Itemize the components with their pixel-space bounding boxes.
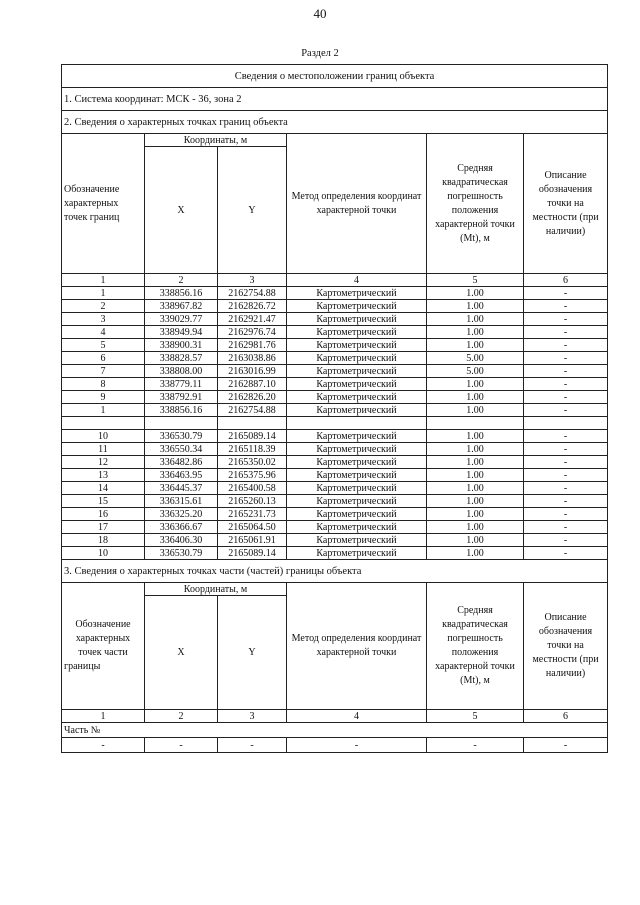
table-cell: 1.00	[427, 339, 524, 352]
points-group-1	[62, 287, 608, 417]
table-cell: 2165400.58	[218, 482, 287, 495]
part-row-cell: -	[287, 738, 427, 753]
table-row	[62, 456, 608, 469]
table-cell: Картометрический	[287, 456, 427, 469]
table-cell: Картометрический	[287, 313, 427, 326]
table-cell: 5.00	[427, 352, 524, 365]
table-cell: 336530.79	[145, 547, 218, 560]
table-cell: 336366.67	[145, 521, 218, 534]
table-cell: 1.00	[427, 534, 524, 547]
table-cell: -	[524, 443, 608, 456]
table-cell: 2165260.13	[218, 495, 287, 508]
table-row	[62, 508, 608, 521]
table-cell: 338779.11	[145, 378, 218, 391]
table-cell: -	[524, 313, 608, 326]
table-cell: 2165231.73	[218, 508, 287, 521]
table-cell: 2162887.10	[218, 378, 287, 391]
table-cell: 2162826.20	[218, 391, 287, 404]
part-row-cell: -	[145, 738, 218, 753]
table-cell: -	[524, 300, 608, 313]
table-row	[62, 313, 608, 326]
table-cell: -	[524, 365, 608, 378]
table-row	[62, 365, 608, 378]
header-coords-2: Координаты, м	[145, 583, 287, 596]
table-cell: Картометрический	[287, 547, 427, 560]
table-row	[62, 352, 608, 365]
header-x-2: X	[145, 596, 218, 710]
table-cell: Картометрический	[287, 404, 427, 417]
empty-row	[62, 417, 608, 430]
table-cell: 2162826.72	[218, 300, 287, 313]
table-cell: Картометрический	[287, 352, 427, 365]
section-title: Раздел 2	[301, 48, 339, 59]
table-cell: 336482.86	[145, 456, 218, 469]
table-cell: 13	[62, 469, 145, 482]
table-cell: 17	[62, 521, 145, 534]
column-numbers-row	[62, 274, 608, 287]
table-row	[62, 300, 608, 313]
table-cell: 2	[62, 300, 145, 313]
table-cell: 1.00	[427, 287, 524, 300]
table-cell: 1.00	[427, 495, 524, 508]
section2-title: 2. Сведения о характерных точках границ объекта	[62, 111, 608, 134]
table-cell: 2165375.96	[218, 469, 287, 482]
table-cell: 1.00	[427, 469, 524, 482]
table-cell: 336315.61	[145, 495, 218, 508]
table-cell: 2162976.74	[218, 326, 287, 339]
table-cell: 15	[62, 495, 145, 508]
table-cell: 8	[62, 378, 145, 391]
table-cell: 336445.37	[145, 482, 218, 495]
table-cell: -	[524, 495, 608, 508]
table-cell: 10	[62, 547, 145, 560]
table-cell: Картометрический	[287, 339, 427, 352]
table-cell: 2165089.14	[218, 430, 287, 443]
table-cell: 2162754.88	[218, 287, 287, 300]
table-cell: Картометрический	[287, 430, 427, 443]
table-cell: Картометрический	[287, 495, 427, 508]
table-cell: -	[524, 287, 608, 300]
table-cell: Картометрический	[287, 508, 427, 521]
table-cell: 336550.34	[145, 443, 218, 456]
table-cell: 2165089.14	[218, 547, 287, 560]
table-cell: 11	[62, 443, 145, 456]
part-row-cell: -	[427, 738, 524, 753]
table-cell: Картометрический	[287, 469, 427, 482]
table-cell: 14	[62, 482, 145, 495]
boundary-table	[61, 64, 608, 753]
part-row-cell: -	[218, 738, 287, 753]
table-row	[62, 404, 608, 417]
table-cell: -	[524, 326, 608, 339]
table2-col-number: 5	[427, 710, 524, 723]
part-row	[62, 738, 608, 753]
table-cell: -	[524, 352, 608, 365]
table-row	[62, 495, 608, 508]
table-cell: Картометрический	[287, 534, 427, 547]
table-cell: -	[524, 339, 608, 352]
table1-col-number: 6	[524, 274, 608, 287]
table-cell: 3	[62, 313, 145, 326]
header-y: Y	[218, 147, 287, 274]
table-cell: 1.00	[427, 404, 524, 417]
table-cell: 18	[62, 534, 145, 547]
table-row	[62, 287, 608, 300]
table-cell: 1.00	[427, 430, 524, 443]
table-cell: 338949.94	[145, 326, 218, 339]
table-cell: 9	[62, 391, 145, 404]
table-cell: 2163016.99	[218, 365, 287, 378]
header-description-2: Описание обозначения точки на местности (при наличии)	[524, 583, 608, 710]
table-cell: 2162981.76	[218, 339, 287, 352]
table-cell: 12	[62, 456, 145, 469]
column-numbers-row-2	[62, 710, 608, 723]
table-cell: Картометрический	[287, 378, 427, 391]
part-row-cell: -	[524, 738, 608, 753]
table-cell: 338792.91	[145, 391, 218, 404]
table-cell: 1.00	[427, 391, 524, 404]
header-coords: Координаты, м	[145, 134, 287, 147]
table2-col-number: 6	[524, 710, 608, 723]
table-cell: -	[524, 508, 608, 521]
table-cell: 336463.95	[145, 469, 218, 482]
table-cell: 5.00	[427, 365, 524, 378]
table-cell: 1.00	[427, 482, 524, 495]
table2-col-number: 1	[62, 710, 145, 723]
table-cell: 4	[62, 326, 145, 339]
table-cell: 5	[62, 339, 145, 352]
table-cell: -	[524, 547, 608, 560]
header-error: Средняя квадратическая погрешность положения характерной точки (Mt), м	[427, 134, 524, 274]
table-cell: Картометрический	[287, 443, 427, 456]
table-cell: 16	[62, 508, 145, 521]
table-row	[62, 469, 608, 482]
header-designation-part: Обозначение характерных точек части границы	[62, 583, 145, 710]
table-cell: -	[524, 456, 608, 469]
table-cell: 338856.16	[145, 404, 218, 417]
table2-col-number: 2	[145, 710, 218, 723]
table-cell: Картометрический	[287, 300, 427, 313]
table-cell: 1.00	[427, 300, 524, 313]
table-cell: 1.00	[427, 508, 524, 521]
table-cell: 1	[62, 287, 145, 300]
table-cell: 338808.00	[145, 365, 218, 378]
table-row	[62, 443, 608, 456]
table-cell: 338856.16	[145, 287, 218, 300]
table-cell: -	[524, 430, 608, 443]
table-cell: 2165064.50	[218, 521, 287, 534]
part-label: Часть №	[62, 723, 608, 738]
table1-col-number: 2	[145, 274, 218, 287]
table-cell: 2163038.86	[218, 352, 287, 365]
part-row-cell: -	[62, 738, 145, 753]
coord-system: 1. Система координат: МСК - 36, зона 2	[62, 88, 608, 111]
points-group-2	[62, 430, 608, 560]
table-cell: -	[524, 521, 608, 534]
section3-title: 3. Сведения о характерных точках части (частей) границы объекта	[62, 560, 608, 583]
table-cell: 339029.77	[145, 313, 218, 326]
table-cell: 336406.30	[145, 534, 218, 547]
table1-col-number: 1	[62, 274, 145, 287]
table2-col-number: 4	[287, 710, 427, 723]
table-row	[62, 534, 608, 547]
table-row	[62, 430, 608, 443]
table-cell: 2165118.39	[218, 443, 287, 456]
table-cell: Картометрический	[287, 326, 427, 339]
header-designation: Обозначение характерных точек границ	[62, 134, 145, 274]
table-cell: 338900.31	[145, 339, 218, 352]
table-cell: 1	[62, 404, 145, 417]
table-cell: -	[524, 391, 608, 404]
table-cell: 2165350.02	[218, 456, 287, 469]
table-cell: 1.00	[427, 521, 524, 534]
header-x: X	[145, 147, 218, 274]
table1-col-number: 5	[427, 274, 524, 287]
table-cell: 336530.79	[145, 430, 218, 443]
header-error-2: Средняя квадратическая погрешность положения характерной точки (Mt), м	[427, 583, 524, 710]
table-cell: 1.00	[427, 456, 524, 469]
header-description: Описание обозначения точки на местности (при наличии)	[524, 134, 608, 274]
table-cell: 1.00	[427, 313, 524, 326]
table-row	[62, 391, 608, 404]
table-row	[62, 339, 608, 352]
table-cell: Картометрический	[287, 287, 427, 300]
table-cell: 10	[62, 430, 145, 443]
table-cell: 1.00	[427, 547, 524, 560]
table2-col-number: 3	[218, 710, 287, 723]
table-cell: 6	[62, 352, 145, 365]
table-cell: -	[524, 378, 608, 391]
table-cell: 2162921.47	[218, 313, 287, 326]
table-cell: 338967.82	[145, 300, 218, 313]
page-number: 40	[313, 6, 327, 21]
table1-col-number: 4	[287, 274, 427, 287]
table-cell: Картометрический	[287, 521, 427, 534]
table-title: Сведения о местоположении границ объекта	[62, 65, 608, 88]
table-cell: 336325.20	[145, 508, 218, 521]
table-cell: -	[524, 404, 608, 417]
table-cell: Картометрический	[287, 391, 427, 404]
table-cell: 1.00	[427, 378, 524, 391]
table-row	[62, 326, 608, 339]
table-cell: -	[524, 534, 608, 547]
table-cell: 338828.57	[145, 352, 218, 365]
table1-col-number: 3	[218, 274, 287, 287]
table-cell: 1.00	[427, 326, 524, 339]
table-cell: 1.00	[427, 443, 524, 456]
table-cell: 2162754.88	[218, 404, 287, 417]
table-cell: Картометрический	[287, 365, 427, 378]
table-cell: 2165061.91	[218, 534, 287, 547]
table-cell: -	[524, 469, 608, 482]
table-row	[62, 521, 608, 534]
table-row	[62, 378, 608, 391]
table-row	[62, 547, 608, 560]
table-cell: -	[524, 482, 608, 495]
table-cell: Картометрический	[287, 482, 427, 495]
header-method-2: Метод определения координат характерной точки	[287, 583, 427, 710]
table-cell: 7	[62, 365, 145, 378]
table-row	[62, 482, 608, 495]
header-method: Метод определения координат характерной точки	[287, 134, 427, 274]
header-y-2: Y	[218, 596, 287, 710]
